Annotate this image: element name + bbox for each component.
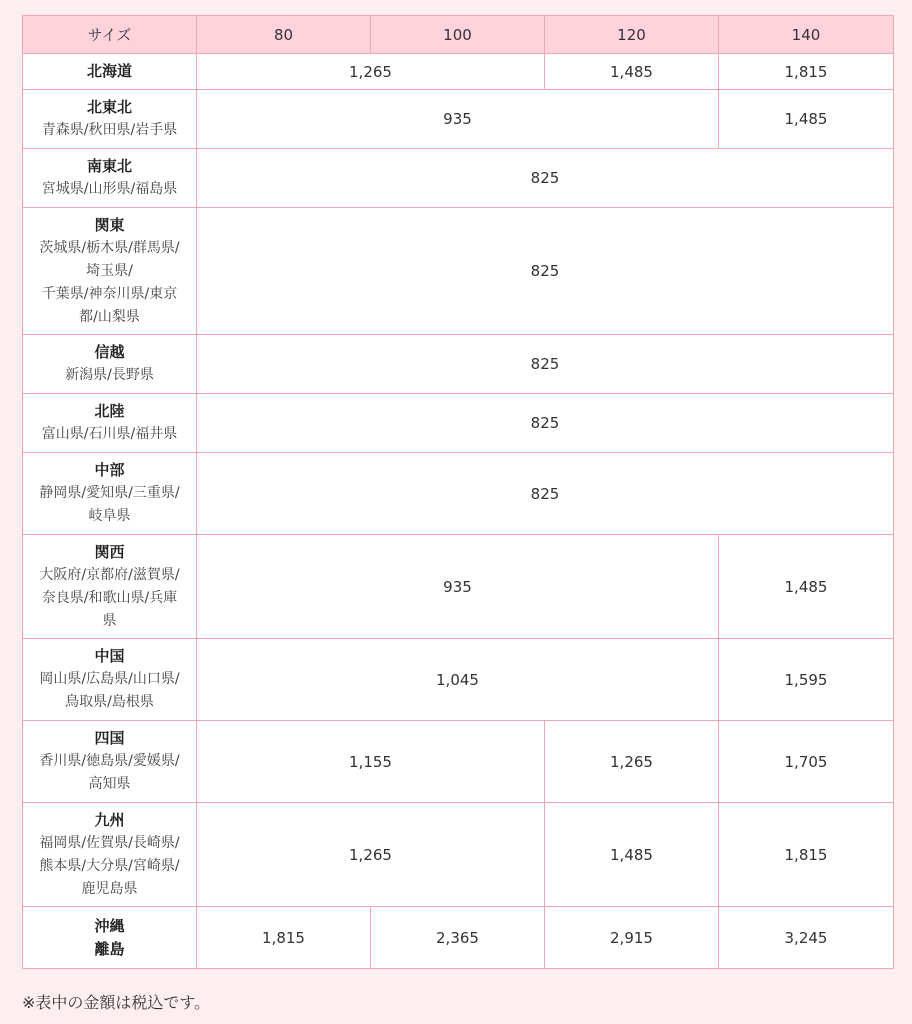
price-cell: 1,485 xyxy=(719,90,894,149)
region-name: 沖縄 xyxy=(94,916,125,935)
price-cell: 2,365 xyxy=(371,907,545,969)
price-cell: 2,915 xyxy=(545,907,719,969)
region-name: 北海道 xyxy=(86,62,132,80)
prefecture-line: 県 xyxy=(102,612,117,629)
prefecture-line: 茨城県/栃木県/群馬県/ xyxy=(39,239,180,256)
price-cell: 1,265 xyxy=(197,54,545,90)
header-80: 80 xyxy=(197,16,371,54)
price-cell: 3,245 xyxy=(719,907,894,969)
prefecture-list: 宮城県/山形県/福島県 xyxy=(41,181,178,197)
header-120: 120 xyxy=(545,16,719,54)
region-cell xyxy=(23,90,197,149)
prefecture-line: 香川県/徳島県/愛媛県/ xyxy=(39,753,180,769)
region-cell xyxy=(23,394,197,453)
region-name: 南東北 xyxy=(86,157,132,175)
price-cell: 1,815 xyxy=(719,54,894,90)
price-cell: 935 xyxy=(197,90,719,149)
region-name: 中部 xyxy=(94,461,125,479)
price-cell: 825 xyxy=(197,394,894,453)
table-row xyxy=(23,90,894,149)
table-row xyxy=(23,907,894,969)
price-cell: 1,155 xyxy=(197,721,545,803)
prefecture-list: 新潟県/長野県 xyxy=(65,367,154,383)
price-cell: 1,705 xyxy=(719,721,894,803)
price-cell: 1,265 xyxy=(197,803,545,907)
prefecture-list: 青森県/秋田県/岩手県 xyxy=(41,122,178,138)
price-cell: 825 xyxy=(197,453,894,535)
region-cell xyxy=(23,907,197,969)
price-cell: 1,595 xyxy=(719,639,894,721)
header-row xyxy=(23,16,894,54)
region-cell xyxy=(23,721,197,803)
table-row xyxy=(23,54,894,90)
table-row xyxy=(23,453,894,535)
prefecture-line: 鳥取県/島根県 xyxy=(65,694,154,710)
region-cell xyxy=(23,639,197,721)
shipping-table-container xyxy=(22,15,893,969)
prefecture-line: 都/山梨県 xyxy=(79,308,140,325)
price-cell: 825 xyxy=(197,149,894,208)
prefecture-line: 大阪府/京都府/滋賀県/ xyxy=(39,566,180,583)
price-cell: 1,265 xyxy=(545,721,719,803)
shipping-fee-table xyxy=(22,15,894,969)
region-name: 信越 xyxy=(94,343,125,361)
prefecture-line: 埼玉県/ xyxy=(86,262,133,279)
region-name: 中国 xyxy=(94,647,125,665)
header-140: 140 xyxy=(719,16,894,54)
prefecture-list: 富山県/石川県/福井県 xyxy=(41,426,178,442)
region-cell xyxy=(23,335,197,394)
region-name: 北陸 xyxy=(94,402,125,420)
price-cell: 1,815 xyxy=(197,907,371,969)
price-cell: 1,485 xyxy=(719,535,894,639)
prefecture-line: 奈良県/和歌山県/兵庫 xyxy=(41,589,178,606)
price-cell: 825 xyxy=(197,208,894,335)
table-row xyxy=(23,394,894,453)
region-cell xyxy=(23,208,197,335)
table-row xyxy=(23,535,894,639)
table-row xyxy=(23,721,894,803)
region-name: 関西 xyxy=(94,542,125,561)
prefecture-line: 静岡県/愛知県/三重県/ xyxy=(39,485,180,501)
header-100: 100 xyxy=(371,16,545,54)
table-row xyxy=(23,208,894,335)
price-cell: 825 xyxy=(197,335,894,394)
region-cell xyxy=(23,149,197,208)
table-row xyxy=(23,639,894,721)
table-row xyxy=(23,335,894,394)
price-cell: 935 xyxy=(197,535,719,639)
region-name: 北東北 xyxy=(86,98,132,116)
region-name: 九州 xyxy=(94,810,125,829)
table-row xyxy=(23,149,894,208)
region-name: 関東 xyxy=(94,215,125,234)
prefecture-line: 鹿児島県 xyxy=(81,880,138,897)
region-name: 四国 xyxy=(94,729,125,747)
prefecture-line: 千葉県/神奈川県/東京 xyxy=(41,285,178,302)
price-cell: 1,045 xyxy=(197,639,719,721)
region-cell xyxy=(23,803,197,907)
price-cell: 1,485 xyxy=(545,54,719,90)
region-cell xyxy=(23,535,197,639)
tax-note: ※表中の金額は税込です。 xyxy=(22,993,211,1012)
price-cell: 1,815 xyxy=(719,803,894,907)
region-cell xyxy=(23,453,197,535)
prefecture-line: 高知県 xyxy=(88,776,131,792)
prefecture-line: 福岡県/佐賀県/長崎県/ xyxy=(39,834,180,851)
prefecture-line: 熊本県/大分県/宮崎県/ xyxy=(39,857,180,874)
price-cell: 1,485 xyxy=(545,803,719,907)
header-size: サイズ xyxy=(23,16,197,54)
region-name: 離島 xyxy=(94,939,125,958)
prefecture-line: 岐阜県 xyxy=(88,508,131,524)
prefecture-line: 岡山県/広島県/山口県/ xyxy=(39,671,180,687)
table-row xyxy=(23,803,894,907)
region-cell xyxy=(23,54,197,90)
